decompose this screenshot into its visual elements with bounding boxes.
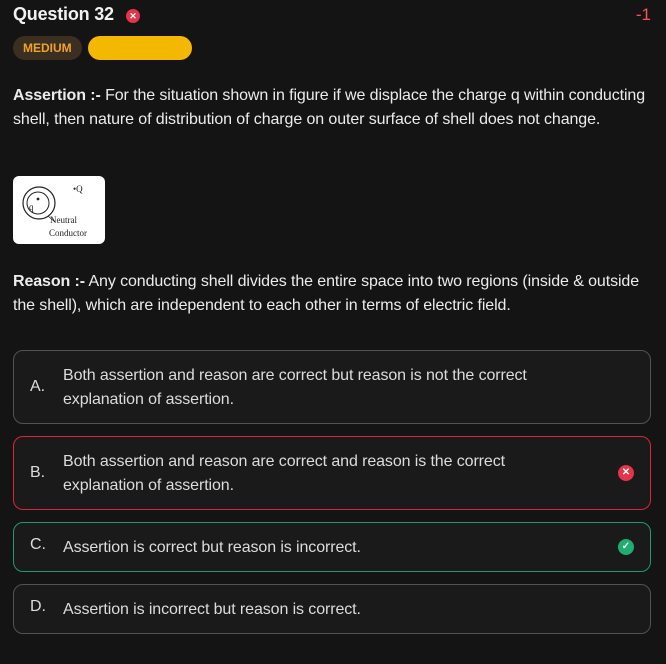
reason-body: Any conducting shell divides the entire space into two regions (inside & outside the shell), which are independent to each other in terms of electric field. [13,273,640,314]
assertion-text [13,84,658,132]
tag-row [13,36,192,60]
caption-line1: Neutral [50,215,77,225]
inner-charge-dot [37,198,40,201]
question-title: Question 32 [13,4,114,24]
option-a[interactable] [13,350,651,424]
caption-line2: Conductor [49,228,87,238]
option-letter: D. [30,598,46,615]
correction-badge[interactable]: CORRECTION [88,36,193,60]
wrong-indicator-icon: ✕ [126,9,140,23]
option-d[interactable] [13,584,651,634]
reason-text [13,270,658,318]
conductor-diagram [13,176,105,244]
option-text: Assertion is incorrect but reason is correct. [63,601,361,618]
assertion-body: For the situation shown in figure if we displace the charge q within conducting shell, then nature of distribution of charge on outer surface of shell does not change. [13,87,646,128]
option-letter: A. [30,378,46,395]
x-circle-icon: ✕ [618,465,634,481]
inner-charge-label: q [29,202,34,212]
option-letter: C. [30,536,46,553]
reason-label: Reason :- [13,273,85,290]
question-header [13,4,653,26]
outer-charge-label: •Q [73,184,83,194]
difficulty-badge: MEDIUM [13,36,82,60]
option-b[interactable] [13,436,651,510]
assertion-label: Assertion :- [13,87,101,104]
option-text: Assertion is correct but reason is incorrect. [63,539,361,556]
option-c[interactable] [13,522,651,572]
option-text: Both assertion and reason are correct but reason is not the correct explanation of assertion. [63,367,527,408]
option-letter: B. [30,464,46,481]
option-text: Both assertion and reason are correct and reason is the correct explanation of assertion. [63,453,505,494]
check-circle-icon: ✓ [618,539,634,555]
score-value: -1 [635,5,651,24]
question-figure [13,176,105,244]
